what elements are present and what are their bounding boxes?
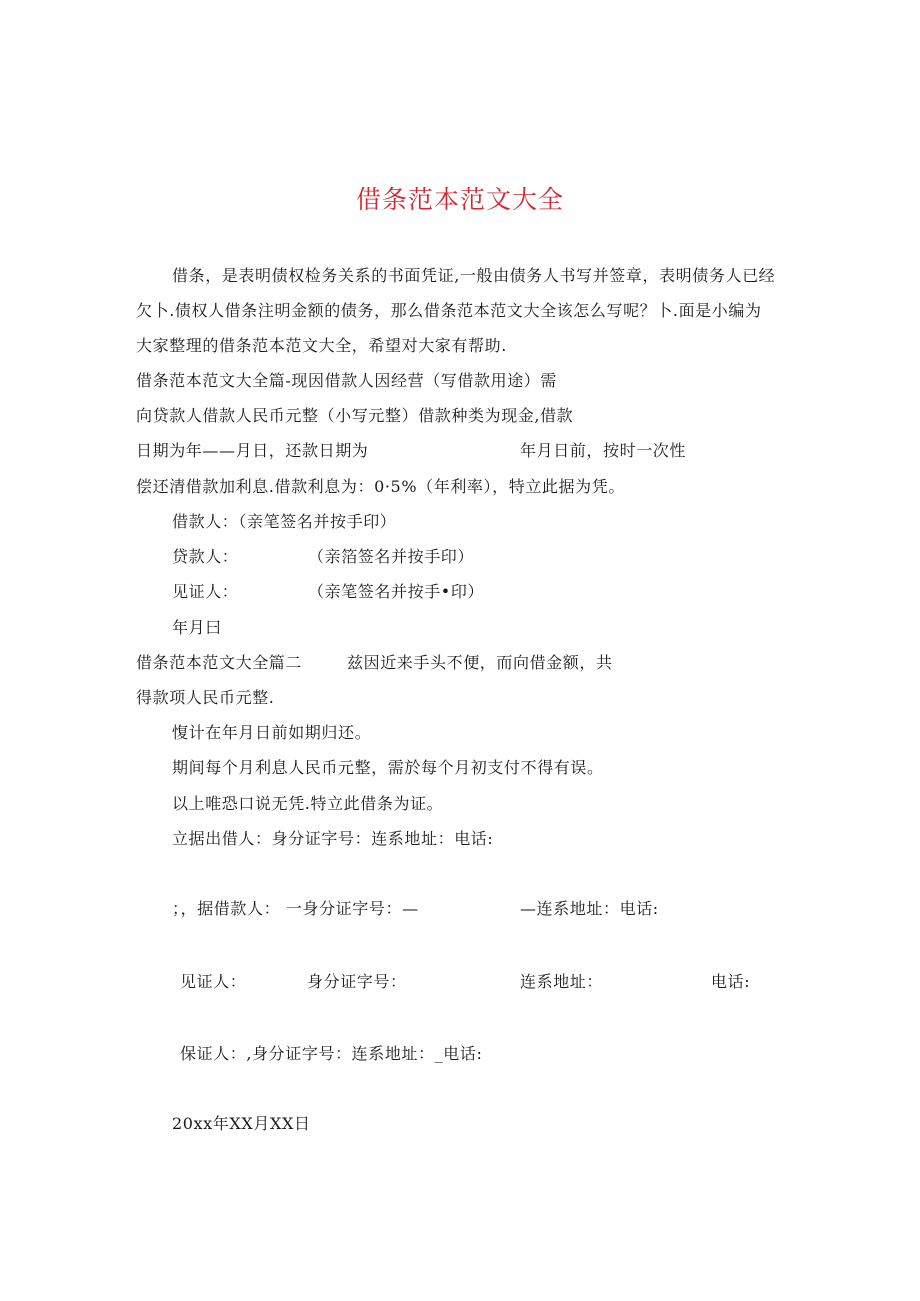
intro-line-3: 大家整理的借条范本范文大全，希望对大家有帮助. (136, 336, 507, 355)
document-title: 借条范本范文大全 (355, 185, 564, 214)
piece1-date-line-left: 日期为年——月日，还款日期为 (136, 441, 369, 460)
piece1-lender-note: （亲箔签名并按手印） (308, 547, 475, 566)
piece2-header-left: 借条范本范文大全篇二 (136, 653, 303, 672)
piece2-witness-id: 身分证字号： (307, 972, 407, 991)
piece2-date: 20xx年XX月XX日 (172, 1114, 311, 1133)
piece1-witness-label: 见证人： (172, 582, 239, 601)
piece2-borrower-left: ；，据借款人： 一身分证字号：— (172, 899, 419, 918)
piece1-witness-note: （亲笔签名并按手•印） (308, 582, 485, 601)
piece1-line-1: 借条范本范文大全篇-现因借款人因经营（写借款用途）需 (136, 371, 558, 390)
piece1-date-line-right: 年月日前，按时一次性 (520, 441, 687, 460)
piece2-body-2: 期间每个月利息人民币元整，需於每个月初支付不得有误。 (172, 758, 604, 777)
piece2-header-right: 兹因近来手头不便，而向借金额，共 (347, 653, 613, 672)
piece2-line-2: 得款项人民币元整. (136, 688, 275, 707)
piece2-body-3: 以上唯恐口说无凭.特立此借条为证。 (172, 794, 444, 813)
piece1-lender-label: 贷款人： (172, 547, 239, 566)
piece1-line-2: 向贷款人借款人民币元整（小写元整）借款种类为现金,借款 (136, 406, 574, 425)
piece2-borrower-right: —连系地址：电话: (520, 899, 659, 918)
piece2-body-1: 愎计在年月日前如期归还。 (172, 723, 372, 742)
piece2-witness-phone: 电话: (711, 972, 751, 991)
intro-line-2: 欠卜.债权人借条注明金额的债务，那么借条范本范文大全该怎么写呢？卜.面是小编为 (136, 301, 762, 320)
piece1-date: 年月曰 (172, 618, 222, 637)
piece2-witness-label: 见证人： (180, 972, 247, 991)
piece2-body-4: 立据出借人：身分证字号：连系地址：电话: (172, 829, 494, 848)
piece2-witness-address: 连系地址： (520, 972, 604, 991)
piece2-guarantor-line: 保证人：,身分证字号：连系地址：_电话: (180, 1044, 483, 1063)
piece1-repay-line: 偿还清借款加利息.借款利息为：0·5%（年利率），特立此据为凭。 (136, 477, 625, 496)
piece1-borrower: 借款人：（亲笔签名并按手印） (172, 512, 397, 531)
intro-line-1: 借条，是表明债权检务关系的书面凭证,一般由债务人书写并签章，表明债务人已经 (172, 266, 776, 285)
